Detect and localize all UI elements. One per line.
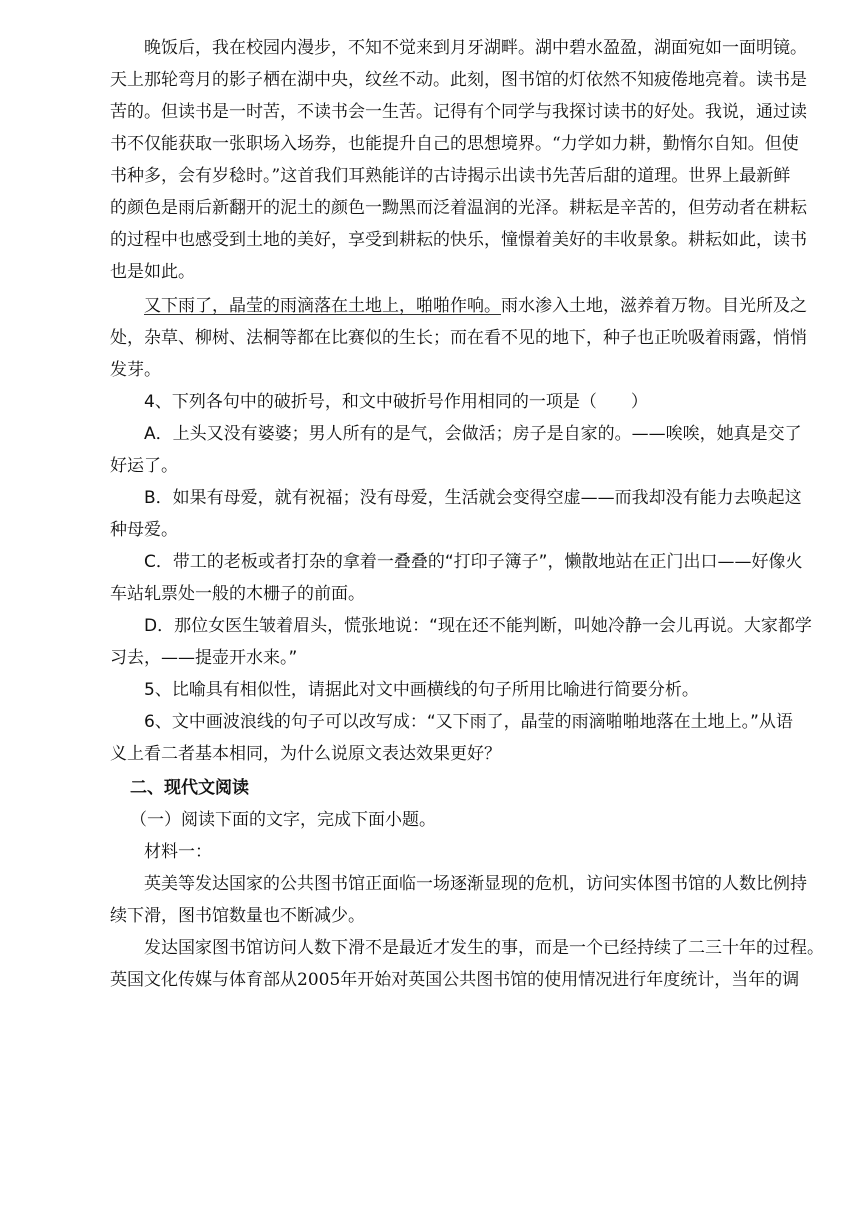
option-c-line-1: C．带工的老板或者打杂的拿着一叠叠的“打印子簿子”，懒散地站在正门出口——好像火	[144, 552, 803, 572]
passage-2-line-1	[110, 290, 807, 322]
passage-1-line: 的颜色是雨后新翻开的泥土的颜色一黝黑而泛着温润的光泽。耕耘是辛苦的，但劳动者在耕耘	[110, 198, 807, 218]
section-heading: 二、现代文阅读	[130, 778, 249, 798]
material-1-line-2: 续下滑，图书馆数量也不断减少。	[110, 906, 365, 926]
option-c-line-2: 车站轧票处一般的木栅子的前面。	[110, 584, 365, 604]
option-a-line-2: 好运了。	[110, 456, 178, 476]
passage-1-line: 苦的。但读书是一时苦，不读书会一生苦。记得有个同学与我探讨读书的好处。我说，通过读	[110, 102, 807, 122]
material-2-line-2: 英国文化传媒与体育部从2005年开始对英国公共图书馆的使用情况进行年度统计，当年的调	[110, 970, 800, 990]
question-6-stem-line-1: 6、文中画波浪线的句子可以改写成：“又下雨了，晶莹的雨滴啪啪地落在土地上。”从语	[144, 712, 793, 732]
passage-1-line: 天上那轮弯月的影子栖在湖中央，纹丝不动。此刻，图书馆的灯依然不知疲倦地亮着。读书是	[110, 70, 807, 90]
passage-1-line: 书种多，会有岁稔时。”这首我们耳熟能详的古诗揭示出读书先苦后甜的道理。世界上最新鲜	[110, 166, 791, 186]
passage-2	[110, 290, 807, 386]
section-2-body	[110, 804, 824, 996]
underlined-sentence: 又下雨了，晶莹的雨滴落在土地上，啪啪作响。	[144, 296, 501, 316]
option-d-line-2: 习去，——提壶开水来。”	[110, 648, 298, 668]
passage-1-line: 晚饭后，我在校园内漫步，不知不觉来到月牙湖畔。湖中碧水盈盈，湖面宛如一面明镜。	[144, 38, 807, 58]
option-a-line-1: A．上头又没有婆婆；男人所有的是气，会做活；房子是自家的。——唉唉，她真是交了	[144, 424, 802, 444]
question-6-stem-line-2: 义上看二者基本相同，为什么说原文表达效果更好？	[110, 744, 501, 764]
passage-2-line-3: 发芽。	[110, 360, 161, 380]
question-4-stem: 4、下列各句中的破折号，和文中破折号作用相同的一项是（ ）	[144, 392, 648, 412]
question-6	[110, 706, 798, 770]
material-1-line-1: 英美等发达国家的公共图书馆正面临一场逐渐显现的危机，访问实体图书馆的人数比例持	[144, 874, 807, 894]
question-4	[110, 386, 812, 674]
option-b-line-1: B．如果有母爱，就有祝福；没有母爱，生活就会变得空虚——而我却没有能力去唤起这	[144, 488, 802, 508]
material-2-line-1: 发达国家图书馆访问人数下滑不是最近才发生的事，而是一个已经持续了二三十年的过程。	[144, 938, 824, 958]
passage-1-line: 的过程中也感受到土地的美好，享受到耕耘的快乐，憧憬着美好的丰收景象。耕耘如此，读书	[110, 230, 807, 250]
sub-instruction: （一）阅读下面的文字，完成下面小题。	[130, 810, 436, 830]
material-label: 材料一：	[144, 842, 212, 862]
passage-2-line-2: 处，杂草、柳树、法桐等都在比赛似的生长；而在看不见的地下，种子也正吮吸着雨露，悄悄	[110, 328, 807, 348]
question-5	[110, 674, 798, 706]
passage-1	[110, 32, 807, 288]
option-b-line-2: 种母爱。	[110, 520, 178, 540]
passage-1-line: 书不仅能获取一张职场入场券，也能提升自己的思想境界。“力学如力耕，勤惰尔自知。但使	[110, 134, 799, 154]
passage-2-line-1-rest: 雨水渗入土地，滋养着万物。目光所及之	[501, 296, 807, 316]
question-5-stem: 5、比喻具有相似性，请据此对文中画横线的句子所用比喻进行简要分析。	[144, 680, 699, 700]
passage-1-line: 也是如此。	[110, 262, 195, 282]
option-d-line-1: D．那位女医生皱着眉头，慌张地说：“现在还不能判断，叫她冷静一会儿再说。大家都学	[144, 616, 812, 636]
